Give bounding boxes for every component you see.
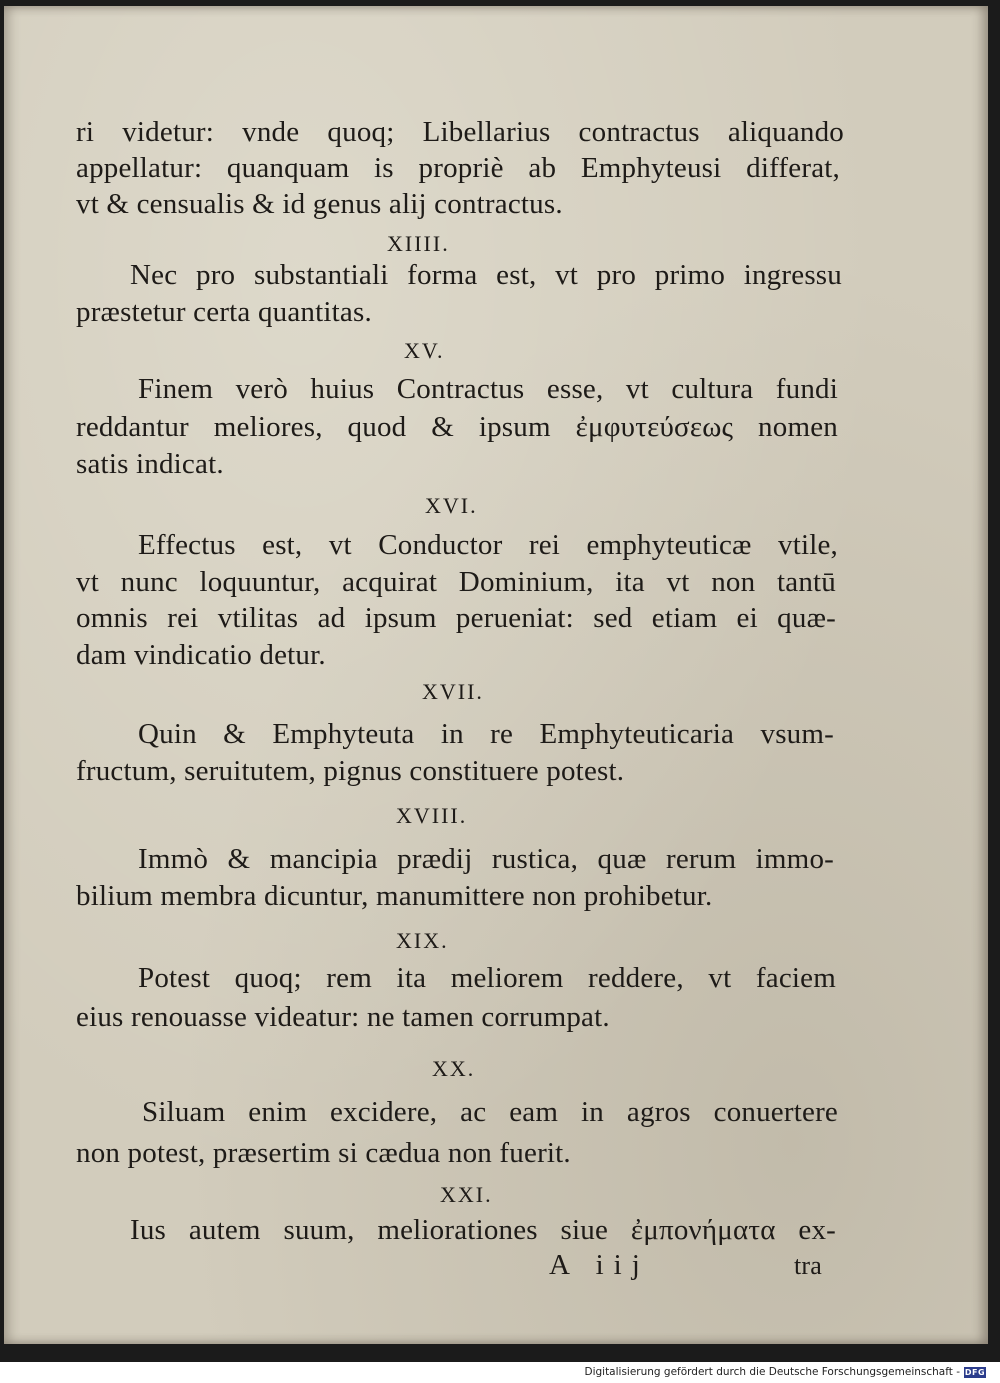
- catchword: tra: [794, 1251, 823, 1280]
- text-line-19: Siluam enim excidere, ac eam in agros conuertere: [142, 1096, 838, 1128]
- text-line-5: præstetur certa quantitas.: [76, 296, 372, 328]
- text-line-13: Quin & Emphyteuta in re Emphyteuticaria vsum-: [138, 718, 834, 750]
- text-line-3: vt & censualis & id genus alij contractus.: [76, 188, 563, 220]
- text-line-4: Nec pro substantiali forma est, vt pro primo ingressu: [130, 259, 842, 291]
- book-page: [4, 6, 988, 1344]
- section-heading-xv: XV.: [404, 338, 445, 363]
- text-line-8: satis indicat.: [76, 448, 224, 480]
- footer-credit-text: Digitalisierung gefördert durch die Deutsche Forschungsgemeinschaft -: [584, 1366, 960, 1378]
- text-line-2: appellatur: quanquam is propriè ab Emphyteusi differat,: [76, 152, 840, 184]
- text-line-10: vt nunc loquuntur, acquirat Dominium, ita vt non tantū: [76, 566, 836, 598]
- dfg-logo: DFG: [964, 1368, 986, 1377]
- section-heading-xix: XIX.: [396, 928, 449, 953]
- text-line-20: non potest, præsertim si cædua non fuerit.: [76, 1137, 571, 1169]
- section-heading-xviii: XVIII.: [396, 803, 468, 828]
- signature-mark: A iij: [549, 1249, 650, 1281]
- digitization-footer: [0, 1362, 1000, 1383]
- section-heading-xxi: XXI.: [440, 1182, 493, 1207]
- text-line-14: fructum, seruitutem, pignus constituere potest.: [76, 755, 625, 787]
- section-heading-xvii: XVII.: [422, 679, 484, 704]
- text-line-6: Finem verò huius Contractus esse, vt cultura fundi: [138, 373, 838, 405]
- text-line-11: omnis rei vtilitas ad ipsum perueniat: sed etiam ei quæ-: [76, 602, 836, 634]
- section-heading-xvi: XVI.: [425, 493, 478, 518]
- text-line-16: bilium membra dicuntur, manumittere non prohibetur.: [76, 880, 713, 912]
- text-line-12: dam vindicatio detur.: [76, 639, 326, 671]
- section-heading-xiiii: XIIII.: [387, 231, 450, 256]
- text-line-1: ri videtur: vnde quoq; Libellarius contractus aliquando: [76, 116, 844, 148]
- text-line-15: Immò & mancipia prædij rustica, quæ rerum immo-: [138, 843, 834, 875]
- text-line-17: Potest quoq; rem ita meliorem reddere, vt faciem: [138, 962, 836, 994]
- text-line-9: Effectus est, vt Conductor rei emphyteuticæ vtile,: [138, 529, 838, 561]
- text-line-21: Ius autem suum, meliorationes siue ἐμπονήματα ex-: [130, 1214, 836, 1246]
- section-heading-xx: XX.: [432, 1056, 476, 1081]
- text-line-7: reddantur meliores, quod & ipsum ἐμφυτεύσεως nomen: [76, 411, 838, 443]
- text-line-18: eius renouasse videatur: ne tamen corrumpat.: [76, 1001, 610, 1033]
